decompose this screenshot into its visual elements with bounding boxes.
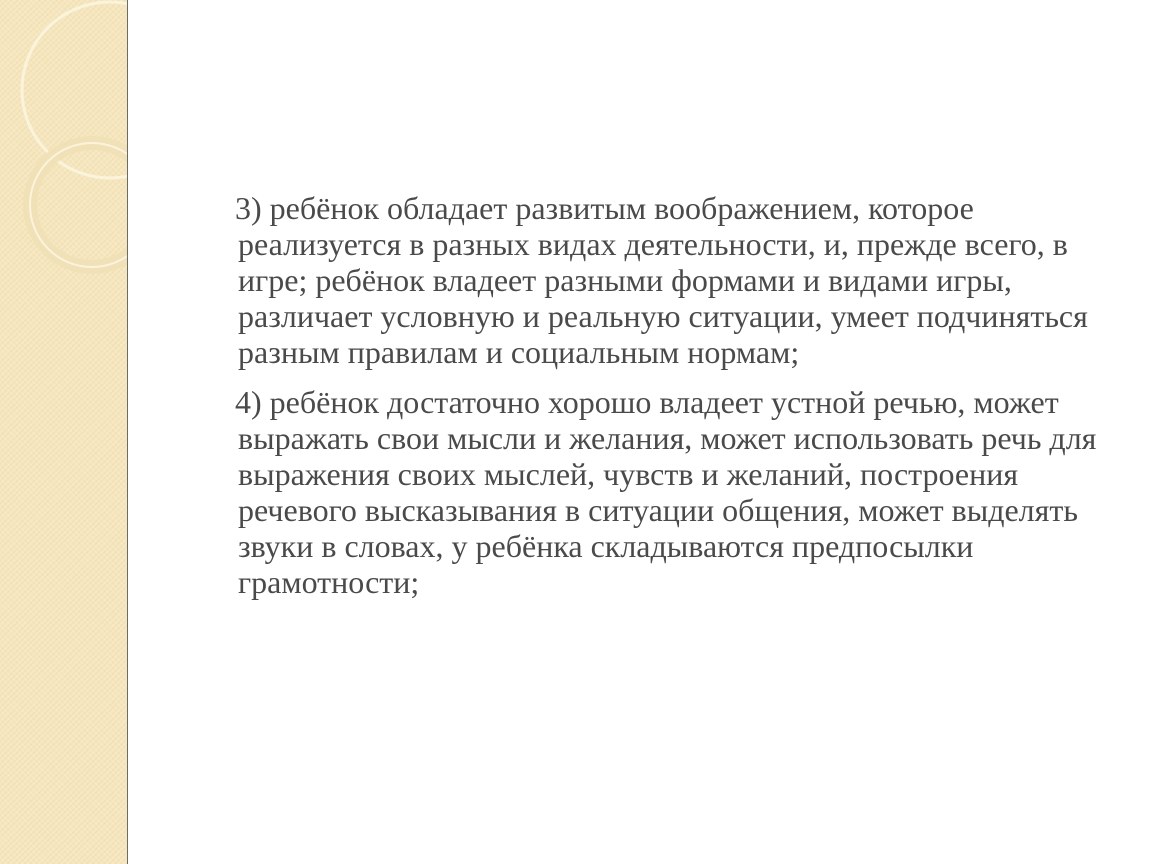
slide-body [235,190,1128,600]
paragraph-3: 3) ребёнок обладает развитым воображением, которое реализуется в разных видах деятельности, и, прежде всего, в игре; ребёнок владеет разными формами и видами игры, различает условную и реальную ситуации, умеет подчиняться разным правилам и социальным нормам; [235,190,1088,370]
decorative-rings-icon [0,0,127,864]
paragraph-4: 4) ребёнок достаточно хорошо владеет устной речью, может выражать свои мысли и желания, может использовать речь для выражения своих мыслей, чувств и желаний, построения речевого высказывания в ситуации общения, может выделять звуки в словах, у ребёнка складываются предпосылки грамотности; [235,384,1097,600]
decorative-side-band [0,0,128,864]
